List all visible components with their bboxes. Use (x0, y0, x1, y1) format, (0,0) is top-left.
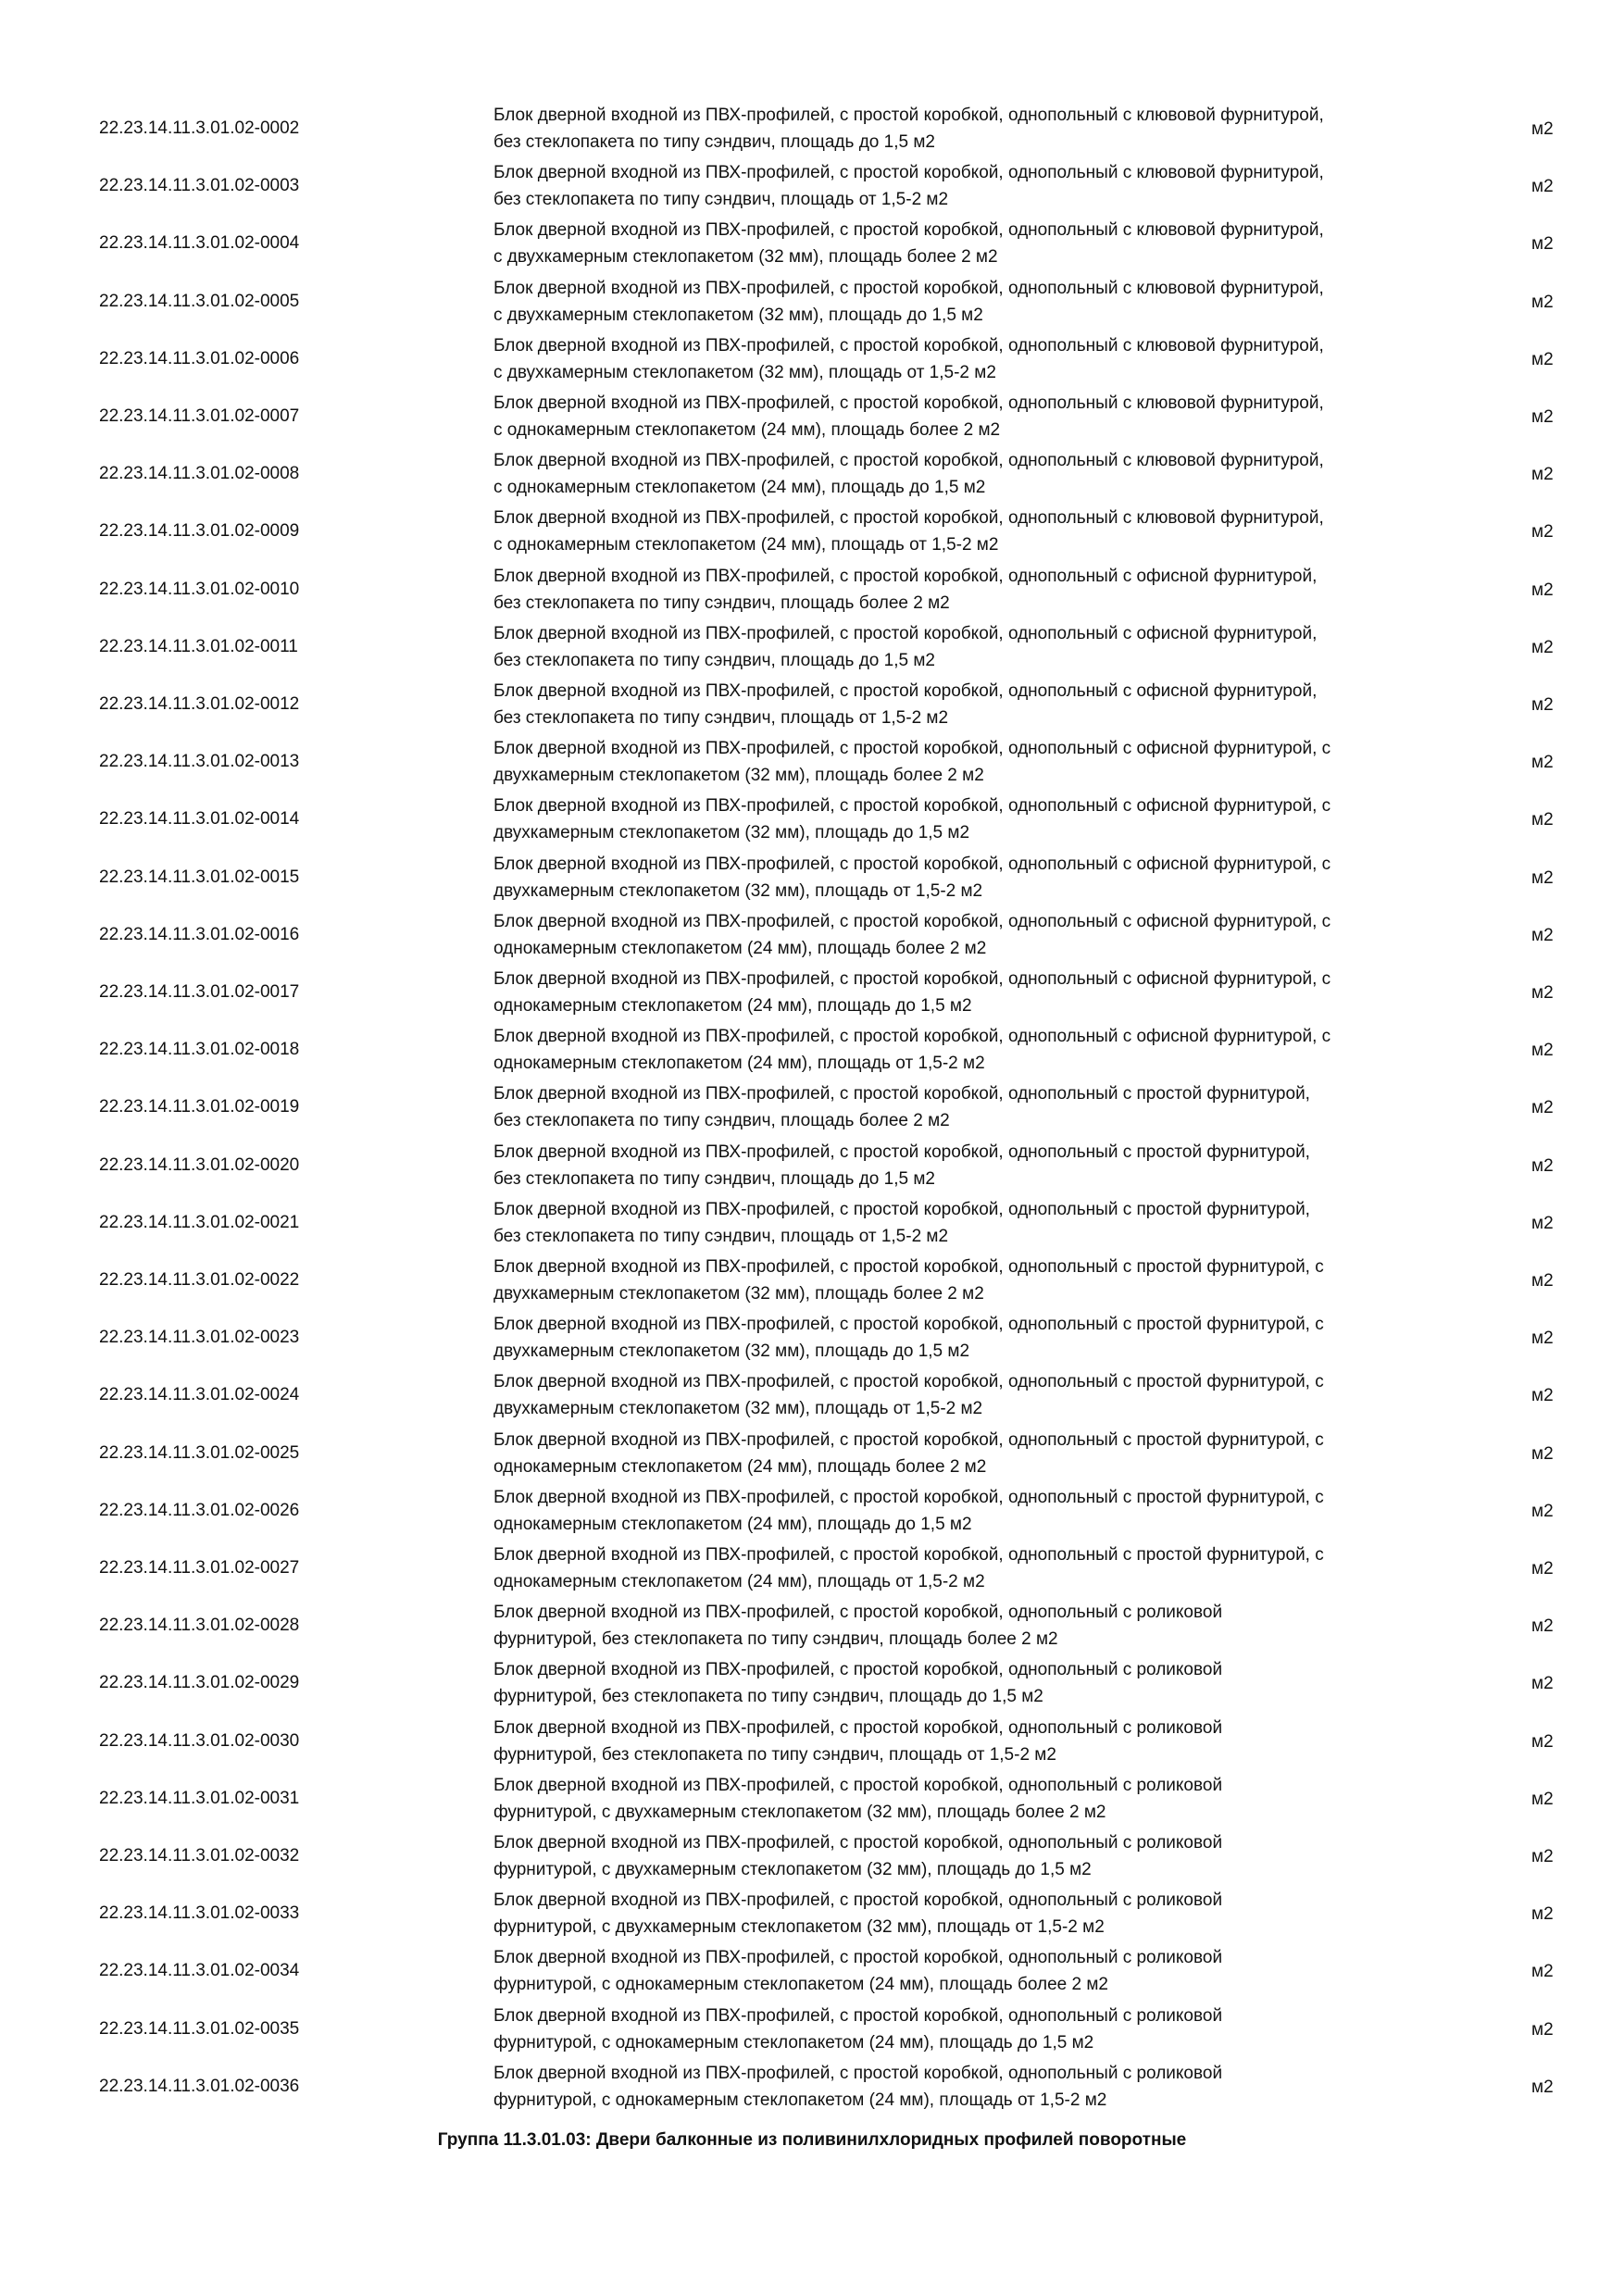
resource-description (493, 447, 1503, 501)
description-line: Блок дверной входной из ПВХ-профилей, с простой коробкой, однопольный с клювовой фурнитурой, (493, 163, 1324, 183)
unit-of-measure: м2 (1531, 2019, 1554, 2040)
resource-code: 22.23.14.11.3.01.02-0036 (99, 2076, 300, 2096)
table-row (0, 388, 1624, 445)
resource-description (493, 792, 1503, 846)
resource-description (493, 217, 1503, 270)
resource-description (493, 1484, 1503, 1538)
table-row (0, 445, 1624, 503)
unit-of-measure: м2 (1531, 695, 1554, 715)
description-line: Блок дверной входной из ПВХ-профилей, с простой коробкой, однопольный с простой фурнитурой, с (493, 1315, 1324, 1335)
table-row (0, 2058, 1624, 2115)
description-line: с двухкамерным стеклопакетом (32 мм), площадь более 2 м2 (493, 247, 998, 268)
unit-of-measure: м2 (1531, 1098, 1554, 1118)
description-line: фурнитурой, без стеклопакета по типу сэндвич, площадь от 1,5-2 м2 (493, 1744, 1056, 1765)
table-row (0, 1194, 1624, 1252)
unit-of-measure: м2 (1531, 1501, 1554, 1521)
resource-description (493, 505, 1503, 558)
table-row (0, 273, 1624, 331)
table-row (0, 1597, 1624, 1654)
resource-description (493, 1829, 1503, 1883)
resource-code: 22.23.14.11.3.01.02-0013 (99, 752, 300, 772)
resource-code: 22.23.14.11.3.01.02-0021 (99, 1212, 300, 1232)
resource-code: 22.23.14.11.3.01.02-0024 (99, 1385, 300, 1405)
table-row (0, 676, 1624, 733)
resource-code: 22.23.14.11.3.01.02-0014 (99, 809, 300, 830)
description-line: Блок дверной входной из ПВХ-профилей, с простой коробкой, однопольный с роликовой (493, 1717, 1223, 1738)
resource-code: 22.23.14.11.3.01.02-0033 (99, 1903, 300, 1924)
unit-of-measure: м2 (1531, 1847, 1554, 1866)
table-row (0, 1942, 1624, 2000)
resource-code: 22.23.14.11.3.01.02-0017 (99, 982, 300, 1002)
description-line: Блок дверной входной из ПВХ-профилей, с простой коробкой, однопольный с клювовой фурнитурой, (493, 451, 1324, 471)
description-line: Блок дверной входной из ПВХ-профилей, с простой коробкой, однопольный с офисной фурнитурой, с (493, 739, 1331, 759)
resource-code: 22.23.14.11.3.01.02-0004 (99, 233, 300, 254)
description-line: фурнитурой, без стеклопакета по типу сэндвич, площадь до 1,5 м2 (493, 1687, 1043, 1707)
resource-description (493, 159, 1503, 213)
unit-of-measure: м2 (1531, 925, 1554, 945)
description-line: однокамерным стеклопакетом (24 мм), площадь более 2 м2 (493, 1456, 987, 1477)
resource-code: 22.23.14.11.3.01.02-0008 (99, 464, 300, 484)
resource-code: 22.23.14.11.3.01.02-0002 (99, 119, 300, 138)
description-line: двухкамерным стеклопакетом (32 мм), площадь до 1,5 м2 (493, 1341, 970, 1362)
resource-description (493, 1541, 1503, 1595)
table-row (0, 849, 1624, 906)
resource-description (493, 1599, 1503, 1653)
description-line: Блок дверной входной из ПВХ-профилей, с простой коробкой, однопольный с простой фурнитурой, (493, 1142, 1310, 1162)
resource-description (493, 1254, 1503, 1307)
unit-of-measure: м2 (1531, 867, 1554, 888)
resource-description (493, 735, 1503, 789)
unit-of-measure: м2 (1531, 1041, 1554, 1061)
description-line: фурнитурой, с однокамерным стеклопакетом (24 мм), площадь от 1,5-2 м2 (493, 2090, 1107, 2110)
resource-description (493, 1772, 1503, 1826)
unit-of-measure: м2 (1531, 1789, 1554, 1809)
resource-code: 22.23.14.11.3.01.02-0035 (99, 2018, 300, 2039)
unit-of-measure: м2 (1531, 465, 1554, 485)
table-row (0, 561, 1624, 618)
resource-description (493, 1139, 1503, 1192)
resource-description (493, 275, 1503, 329)
description-line: однокамерным стеклопакетом (24 мм), площадь от 1,5-2 м2 (493, 1054, 985, 1074)
description-line: Блок дверной входной из ПВХ-профилей, с простой коробкой, однопольный с простой фурнитурой, с (493, 1257, 1324, 1277)
description-line: двухкамерным стеклопакетом (32 мм), площадь более 2 м2 (493, 766, 984, 786)
description-line: Блок дверной входной из ПВХ-профилей, с простой коробкой, однопольный с роликовой (493, 1603, 1223, 1623)
resource-code: 22.23.14.11.3.01.02-0032 (99, 1846, 300, 1866)
resource-description (493, 563, 1503, 617)
description-line: Блок дверной входной из ПВХ-профилей, с простой коробкой, однопольный с офисной фурнитурой, с (493, 796, 1331, 817)
resource-code: 22.23.14.11.3.01.02-0016 (99, 924, 300, 944)
description-line: однокамерным стеклопакетом (24 мм), площадь от 1,5-2 м2 (493, 1572, 985, 1591)
unit-of-measure: м2 (1531, 1271, 1554, 1291)
description-line: Блок дверной входной из ПВХ-профилей, с простой коробкой, однопольный с простой фурнитурой, с (493, 1545, 1324, 1565)
resource-description (493, 390, 1503, 443)
resource-code: 22.23.14.11.3.01.02-0020 (99, 1154, 300, 1175)
unit-of-measure: м2 (1531, 407, 1554, 427)
unit-of-measure: м2 (1531, 1904, 1554, 1925)
resource-description (493, 1311, 1503, 1365)
description-line: Блок дверной входной из ПВХ-профилей, с простой коробкой, однопольный с офисной фурнитурой, с (493, 911, 1331, 931)
table-row (0, 1425, 1624, 1482)
table-row (0, 1482, 1624, 1540)
resource-description (493, 332, 1503, 386)
resource-code: 22.23.14.11.3.01.02-0018 (99, 1040, 300, 1060)
unit-of-measure: м2 (1531, 119, 1554, 139)
unit-of-measure: м2 (1531, 522, 1554, 543)
description-line: без стеклопакета по типу сэндвич, площадь от 1,5-2 м2 (493, 190, 949, 210)
resource-code: 22.23.14.11.3.01.02-0019 (99, 1097, 300, 1117)
description-line: без стеклопакета по типу сэндвич, площадь до 1,5 м2 (493, 132, 935, 152)
description-line: без стеклопакета по типу сэндвич, площадь до 1,5 м2 (493, 650, 935, 670)
description-line: Блок дверной входной из ПВХ-профилей, с простой коробкой, однопольный с роликовой (493, 1948, 1223, 1968)
table-row (0, 215, 1624, 272)
table-row (0, 618, 1624, 676)
resource-code: 22.23.14.11.3.01.02-0025 (99, 1442, 300, 1463)
unit-of-measure: м2 (1531, 292, 1554, 312)
description-line: двухкамерным стеклопакетом (32 мм), площадь от 1,5-2 м2 (493, 880, 983, 901)
description-line: фурнитурой, с однокамерным стеклопакетом (24 мм), площадь более 2 м2 (493, 1975, 1108, 1995)
table-row (0, 1366, 1624, 1424)
resource-code: 22.23.14.11.3.01.02-0028 (99, 1616, 300, 1636)
unit-of-measure: м2 (1531, 1213, 1554, 1233)
description-line: Блок дверной входной из ПВХ-профилей, с простой коробкой, однопольный с роликовой (493, 1833, 1223, 1853)
unit-of-measure: м2 (1531, 234, 1554, 255)
description-line: без стеклопакета по типу сэндвич, площадь более 2 м2 (493, 593, 950, 613)
table-row (0, 791, 1624, 848)
table-row (0, 1828, 1624, 1885)
description-line: Блок дверной входной из ПВХ-профилей, с простой коробкой, однопольный с офисной фурнитурой, (493, 681, 1318, 701)
resource-description (493, 620, 1503, 674)
table-row (0, 331, 1624, 388)
description-line: Блок дверной входной из ПВХ-профилей, с простой коробкой, однопольный с офисной фурнитурой, с (493, 969, 1331, 989)
resource-code: 22.23.14.11.3.01.02-0031 (99, 1788, 300, 1808)
resource-code: 22.23.14.11.3.01.02-0005 (99, 291, 300, 311)
unit-of-measure: м2 (1531, 1616, 1554, 1637)
table-row (0, 1540, 1624, 1597)
unit-of-measure: м2 (1531, 177, 1554, 197)
description-line: Блок дверной входной из ПВХ-профилей, с простой коробкой, однопольный с клювовой фурнитурой, (493, 508, 1324, 529)
table-row (0, 100, 1624, 157)
table-row (0, 157, 1624, 215)
description-line: Блок дверной входной из ПВХ-профилей, с простой коробкой, однопольный с роликовой (493, 2063, 1223, 2083)
unit-of-measure: м2 (1531, 753, 1554, 773)
description-line: с однокамерным стеклопакетом (24 мм), площадь более 2 м2 (493, 420, 1001, 440)
resource-code: 22.23.14.11.3.01.02-0022 (99, 1270, 300, 1290)
description-line: Блок дверной входной из ПВХ-профилей, с простой коробкой, однопольный с офисной фурнитурой, (493, 623, 1318, 643)
description-line: двухкамерным стеклопакетом (32 мм), площадь более 2 м2 (493, 1284, 984, 1304)
resource-description (493, 1656, 1503, 1710)
table-row (0, 1654, 1624, 1712)
description-line: фурнитурой, с однокамерным стеклопакетом (24 мм), площадь до 1,5 м2 (493, 2032, 1094, 2053)
unit-of-measure: м2 (1531, 1386, 1554, 1406)
unit-of-measure: м2 (1531, 2077, 1554, 2097)
description-line: Блок дверной входной из ПВХ-профилей, с простой коробкой, однопольный с офисной фурнитурой, (493, 566, 1318, 586)
resource-code: 22.23.14.11.3.01.02-0034 (99, 1961, 300, 1981)
resource-code: 22.23.14.11.3.01.02-0023 (99, 1328, 300, 1348)
unit-of-measure: м2 (1531, 1962, 1554, 1982)
table-row (0, 733, 1624, 791)
resource-description (493, 1196, 1503, 1250)
description-line: Блок дверной входной из ПВХ-профилей, с простой коробкой, однопольный с роликовой (493, 1890, 1223, 1911)
resource-code: 22.23.14.11.3.01.02-0011 (99, 636, 298, 656)
resource-code: 22.23.14.11.3.01.02-0006 (99, 348, 300, 368)
resource-code: 22.23.14.11.3.01.02-0027 (99, 1558, 300, 1578)
description-line: Блок дверной входной из ПВХ-профилей, с простой коробкой, однопольный с клювовой фурнитурой, (493, 106, 1324, 125)
description-line: Блок дверной входной из ПВХ-профилей, с простой коробкой, однопольный с клювовой фурнитурой, (493, 335, 1324, 356)
description-line: Блок дверной входной из ПВХ-профилей, с простой коробкой, однопольный с офисной фурнитурой, с (493, 1027, 1331, 1047)
table-row (0, 2001, 1624, 2058)
table-row (0, 1021, 1624, 1079)
table-row (0, 1252, 1624, 1309)
description-line: Блок дверной входной из ПВХ-профилей, с простой коробкой, однопольный с клювовой фурнитурой, (493, 393, 1324, 413)
resource-description (493, 1715, 1503, 1768)
description-line: Блок дверной входной из ПВХ-профилей, с простой коробкой, однопольный с роликовой (493, 1775, 1223, 1795)
resource-description (493, 966, 1503, 1019)
description-line: двухкамерным стеклопакетом (32 мм), площадь до 1,5 м2 (493, 823, 970, 843)
description-line: фурнитурой, с двухкамерным стеклопакетом (32 мм), площадь более 2 м2 (493, 1802, 1106, 1822)
resource-description (493, 2060, 1503, 2114)
description-line: однокамерным стеклопакетом (24 мм), площадь более 2 м2 (493, 938, 987, 958)
description-line: Блок дверной входной из ПВХ-профилей, с простой коробкой, однопольный с роликовой (493, 1660, 1223, 1680)
resource-description (493, 678, 1503, 731)
resource-description (493, 1427, 1503, 1480)
resource-description (493, 908, 1503, 962)
unit-of-measure: м2 (1531, 349, 1554, 369)
resource-code: 22.23.14.11.3.01.02-0012 (99, 694, 300, 714)
description-line: без стеклопакета по типу сэндвич, площадь до 1,5 м2 (493, 1168, 935, 1189)
description-line: без стеклопакета по типу сэндвич, площадь более 2 м2 (493, 1111, 950, 1131)
table-row (0, 1713, 1624, 1770)
description-line: однокамерным стеклопакетом (24 мм), площадь до 1,5 м2 (493, 1514, 972, 1534)
unit-of-measure: м2 (1531, 1329, 1554, 1349)
description-line: без стеклопакета по типу сэндвич, площадь от 1,5-2 м2 (493, 708, 949, 728)
unit-of-measure: м2 (1531, 983, 1554, 1003)
table-row (0, 503, 1624, 560)
description-line: Блок дверной входной из ПВХ-профилей, с простой коробкой, однопольный с простой фурнитурой, (493, 1199, 1310, 1219)
group-heading: Группа 11.3.01.03: Двери балконные из поливинилхлоридных профилей поворотные (437, 2130, 1187, 2150)
unit-of-measure: м2 (1531, 1731, 1554, 1752)
resource-description (493, 1080, 1503, 1134)
table-row (0, 1309, 1624, 1366)
resource-code: 22.23.14.11.3.01.02-0026 (99, 1500, 300, 1520)
description-line: Блок дверной входной из ПВХ-профилей, с простой коробкой, однопольный с простой фурнитурой, с (493, 1487, 1324, 1507)
table-row (0, 906, 1624, 964)
description-line: Блок дверной входной из ПВХ-профилей, с простой коробкой, однопольный с простой фурнитурой, (493, 1084, 1310, 1104)
description-line: фурнитурой, с двухкамерным стеклопакетом (32 мм), площадь от 1,5-2 м2 (493, 1917, 1105, 1938)
table-row (0, 1885, 1624, 1942)
unit-of-measure: м2 (1531, 1559, 1554, 1578)
description-line: с однокамерным стеклопакетом (24 мм), площадь до 1,5 м2 (493, 478, 986, 498)
table-row (0, 964, 1624, 1021)
description-line: Блок дверной входной из ПВХ-профилей, с простой коробкой, однопольный с простой фурнитурой, с (493, 1372, 1324, 1392)
description-line: с двухкамерным стеклопакетом (32 мм), площадь от 1,5-2 м2 (493, 362, 996, 382)
description-line: Блок дверной входной из ПВХ-профилей, с простой коробкой, однопольный с офисной фурнитурой, с (493, 854, 1331, 874)
resource-code: 22.23.14.11.3.01.02-0003 (99, 176, 300, 196)
resource-code: 22.23.14.11.3.01.02-0010 (99, 579, 300, 599)
table-row (0, 1137, 1624, 1194)
table-row (0, 1079, 1624, 1136)
resource-description (493, 1887, 1503, 1940)
unit-of-measure: м2 (1531, 637, 1554, 657)
resource-description (493, 1368, 1503, 1422)
description-line: двухкамерным стеклопакетом (32 мм), площадь от 1,5-2 м2 (493, 1399, 983, 1419)
unit-of-measure: м2 (1531, 1155, 1554, 1176)
description-line: Блок дверной входной из ПВХ-профилей, с простой коробкой, однопольный с простой фурнитурой, с (493, 1429, 1324, 1450)
unit-of-measure: м2 (1531, 810, 1554, 830)
description-line: без стеклопакета по типу сэндвич, площадь от 1,5-2 м2 (493, 1226, 949, 1246)
resource-description (493, 102, 1503, 156)
description-line: однокамерным стеклопакетом (24 мм), площадь до 1,5 м2 (493, 996, 972, 1016)
table-row (0, 1770, 1624, 1828)
unit-of-measure: м2 (1531, 580, 1554, 600)
resource-code: 22.23.14.11.3.01.02-0009 (99, 521, 300, 542)
unit-of-measure: м2 (1531, 1674, 1554, 1694)
resource-code: 22.23.14.11.3.01.02-0007 (99, 406, 300, 426)
resource-description (493, 851, 1503, 905)
description-line: фурнитурой, без стеклопакета по типу сэндвич, площадь более 2 м2 (493, 1629, 1058, 1650)
description-line: Блок дверной входной из ПВХ-профилей, с простой коробкой, однопольный с клювовой фурнитурой, (493, 278, 1324, 298)
description-line: Блок дверной входной из ПВХ-профилей, с простой коробкой, однопольный с роликовой (493, 2005, 1223, 2026)
resource-code: 22.23.14.11.3.01.02-0030 (99, 1730, 300, 1751)
description-line: фурнитурой, с двухкамерным стеклопакетом (32 мм), площадь до 1,5 м2 (493, 1860, 1092, 1879)
description-line: с однокамерным стеклопакетом (24 мм), площадь от 1,5-2 м2 (493, 535, 999, 555)
description-line: Блок дверной входной из ПВХ-профилей, с простой коробкой, однопольный с клювовой фурнитурой, (493, 220, 1324, 241)
resource-code: 22.23.14.11.3.01.02-0029 (99, 1673, 300, 1693)
unit-of-measure: м2 (1531, 1443, 1554, 1464)
resource-description (493, 1023, 1503, 1077)
resource-description (493, 1944, 1503, 1998)
description-line: с двухкамерным стеклопакетом (32 мм), площадь до 1,5 м2 (493, 305, 983, 325)
resource-description (493, 2003, 1503, 2056)
resource-code: 22.23.14.11.3.01.02-0015 (99, 867, 300, 887)
